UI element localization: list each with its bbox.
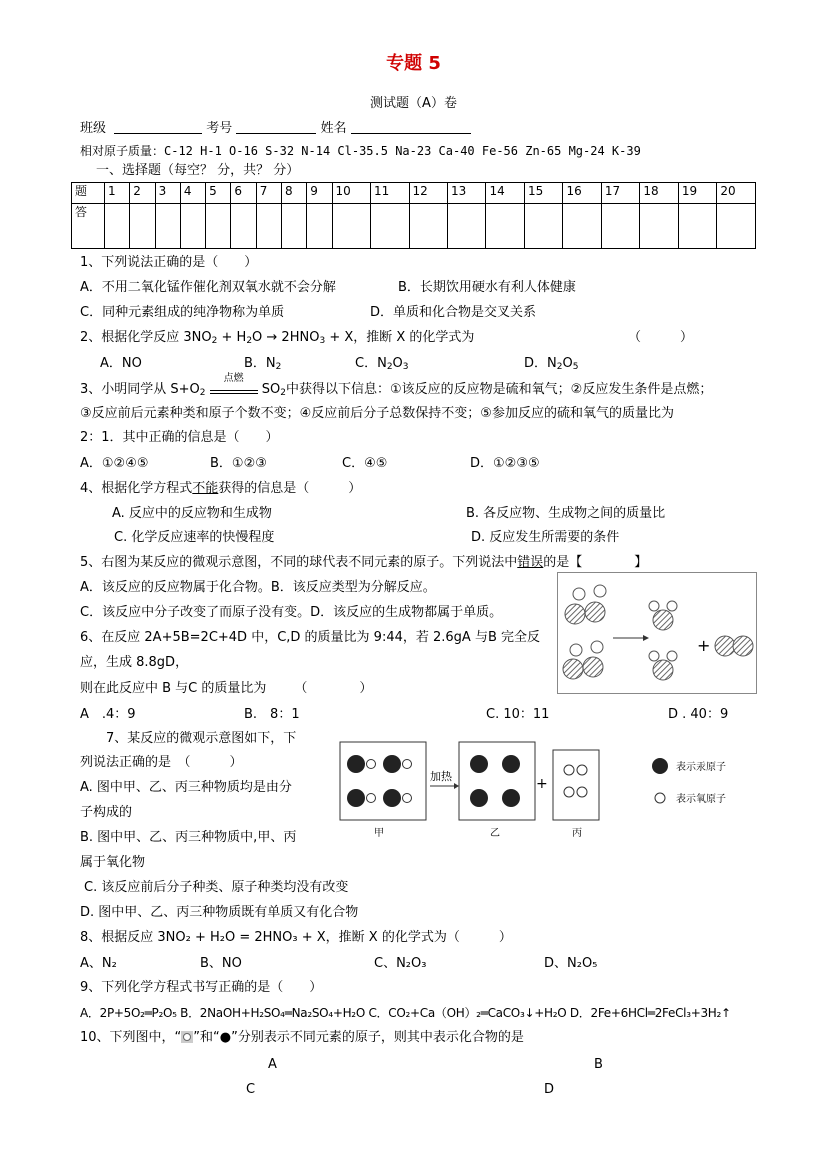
answer-cell[interactable] xyxy=(640,204,678,249)
q7-option-a-line2[interactable]: 子构成的 xyxy=(80,805,133,820)
q1-option-d[interactable]: D．单质和化合物是交叉关系 xyxy=(370,305,537,320)
q7-reaction-diagram xyxy=(338,740,758,840)
q2-option-c[interactable]: C．$N_2O_3$ xyxy=(355,356,409,372)
answer-cell[interactable] xyxy=(409,204,447,249)
q2-option-b[interactable]: B．$N_2$ xyxy=(244,356,282,372)
svg-text:丙: 丙 xyxy=(572,828,582,839)
answer-cell[interactable] xyxy=(678,204,716,249)
q8-option-d[interactable]: D、N₂O₅ xyxy=(544,956,598,971)
answer-cell[interactable] xyxy=(717,204,756,249)
atom-gray-icon xyxy=(181,1031,193,1043)
q10-option-d[interactable]: D xyxy=(544,1082,555,1097)
q7-option-d[interactable]: D. 图中甲、乙、丙三种物质既有单质又有化合物 xyxy=(80,905,359,920)
answer-cell[interactable] xyxy=(206,204,231,249)
question-number-cell: 11 xyxy=(371,183,409,204)
q1-option-b[interactable]: B．长期饮用硬水有利人体健康 xyxy=(398,280,576,295)
q3-line1: 3、小明同学从 $S+O_2$ 点燃 $SO_2$中获得以下信息：①该反应的反应物是硫和氧气；②反应发生条件是点燃； xyxy=(80,373,713,398)
student-info-row xyxy=(80,119,471,138)
q4-stem: 4、根据化学方程式不能获得的信息是（ ） xyxy=(80,481,362,496)
question-number-cell: 18 xyxy=(640,183,678,204)
q1-stem: 1、下列说法正确的是（ ） xyxy=(80,255,258,270)
question-number-cell: 9 xyxy=(307,183,332,204)
svg-text:加热: 加热 xyxy=(430,770,452,783)
question-number-cell: 16 xyxy=(563,183,601,204)
q3-line3: 2：1．其中正确的信息是（ ） xyxy=(80,430,279,445)
q6-option-a[interactable]: A .4：9 xyxy=(80,707,136,722)
q4-option-a[interactable]: A. 反应中的反应物和生成物 xyxy=(112,506,272,521)
q7-option-b-line2[interactable]: 属于氧化物 xyxy=(80,855,146,870)
question-number-cell: 15 xyxy=(524,183,562,204)
answer-cell[interactable] xyxy=(524,204,562,249)
question-number-cell: 13 xyxy=(447,183,485,204)
q10-stem: 10、下列图中，“ ”和“●”分别表示不同元素的原子，则其中表示化合物的是 xyxy=(80,1030,524,1045)
q4-option-d[interactable]: D. 反应发生所需要的条件 xyxy=(471,530,620,545)
answer-cell[interactable] xyxy=(332,204,370,249)
svg-text:表示氧原子: 表示氧原子 xyxy=(676,794,726,805)
q7-option-c[interactable]: C. 该反应前后分子种类、原子种类均没有改变 xyxy=(84,880,349,895)
q6-line1: 6、在反应 2A+5B=2C+4D 中，C,D 的质量比为 9:44，若 2.6gA 与B 完全反 xyxy=(80,630,541,645)
exam-no-label: 考号 xyxy=(206,121,233,136)
answer-cell[interactable] xyxy=(256,204,281,249)
q4-option-c[interactable]: C. 化学反应速率的快慢程度 xyxy=(114,530,275,545)
name-label: 姓名 xyxy=(320,121,347,136)
question-number-cell: 4 xyxy=(180,183,205,204)
q5-options-cd[interactable]: C．该反应中分子改变了而原子没有变。D．该反应的生成物都属于单质。 xyxy=(80,605,503,620)
question-number-cell: 20 xyxy=(717,183,756,204)
q2-stem: 2、根据化学反应 $3NO_2 + H_2O \to 2HNO_3 + X$，推断 X 的化学式为 xyxy=(80,330,475,346)
q2-option-a[interactable]: A．NO xyxy=(100,356,142,371)
answer-cell[interactable] xyxy=(180,204,205,249)
question-number-cell: 3 xyxy=(155,183,180,204)
q6-option-d[interactable]: D . 40：9 xyxy=(668,707,729,722)
answer-cell[interactable] xyxy=(486,204,524,249)
q1-option-a[interactable]: A．不用二氧化锰作催化剂双氧水就不会分解 xyxy=(80,280,336,295)
q3-option-c[interactable]: C．④⑤ xyxy=(342,456,388,471)
q10-option-c[interactable]: C xyxy=(246,1082,256,1097)
class-blank[interactable] xyxy=(114,119,202,134)
q7-option-a-line1[interactable]: A. 图中甲、乙、丙三种物质均是由分 xyxy=(80,780,292,795)
atomic-masses: 相对原子质量：C-12 H-1 O-16 S-32 N-14 Cl-35.5 Na-23 Ca-40 Fe-56 Zn-65 Mg-24 K-39 xyxy=(80,144,641,158)
q5-options-ab[interactable]: A．该反应的反应物属于化合物。B．该反应类型为分解反应。 xyxy=(80,580,436,595)
q3-line2: ③反应前后元素种类和原子个数不变；④反应前后分子总数保持不变；⑤参加反应的硫和氧气的质量比为 xyxy=(80,406,674,421)
answer-cell[interactable] xyxy=(155,204,180,249)
q3-option-b[interactable]: B．①②③ xyxy=(210,456,267,471)
question-number-cell: 1 xyxy=(105,183,130,204)
q6-line2: 应，生成 8.8gD， xyxy=(80,655,189,670)
q6-line3: 则在此反应中 B 与C 的质量比为 （ ） xyxy=(80,681,373,696)
answer-cell[interactable] xyxy=(563,204,601,249)
row-label-answer: 答 xyxy=(72,204,105,249)
answer-cell[interactable] xyxy=(447,204,485,249)
question-number-cell: 10 xyxy=(332,183,370,204)
q4-option-b[interactable]: B. 各反应物、生成物之间的质量比 xyxy=(466,506,666,521)
row-label-question: 题 xyxy=(72,183,105,204)
exam-no-blank[interactable] xyxy=(236,119,316,134)
answer-cell[interactable] xyxy=(307,204,332,249)
svg-text:+: + xyxy=(697,636,711,655)
q9-options[interactable]: A．2P+5O₂═P₂O₅ B．2NaOH+H₂SO₄═Na₂SO₄+H₂O C．CO₂+Ca（OH）₂═CaCO₃↓+H₂O D．2Fe+6HCl═2FeCl₃+3H₂↑ xyxy=(80,1006,731,1020)
svg-text:表示汞原子: 表示汞原子 xyxy=(676,762,726,773)
question-number-cell: 14 xyxy=(486,183,524,204)
question-number-cell: 5 xyxy=(206,183,231,204)
q6-option-c[interactable]: C. 10：11 xyxy=(486,707,550,722)
answer-cell[interactable] xyxy=(371,204,409,249)
svg-text:+: + xyxy=(536,776,548,792)
question-number-cell: 8 xyxy=(281,183,306,204)
q8-option-a[interactable]: A、N₂ xyxy=(80,956,117,971)
q2-answer-paren: （ ） xyxy=(628,330,694,345)
q10-option-a[interactable]: A xyxy=(268,1057,277,1072)
q10-option-b[interactable]: B xyxy=(594,1057,603,1072)
q3-option-d[interactable]: D．①②③⑤ xyxy=(470,456,540,471)
q8-option-b[interactable]: B、NO xyxy=(200,956,242,971)
svg-text:甲: 甲 xyxy=(374,828,384,839)
q7-line1: 7、某反应的微观示意图如下，下 xyxy=(106,731,297,746)
q5-reaction-diagram xyxy=(557,572,757,694)
q3-option-a[interactable]: A．①②④⑤ xyxy=(80,456,149,471)
q8-option-c[interactable]: C、N₂O₃ xyxy=(374,956,427,971)
question-number-cell: 6 xyxy=(231,183,256,204)
question-number-cell: 12 xyxy=(409,183,447,204)
answer-cell[interactable] xyxy=(231,204,256,249)
q2-option-d[interactable]: D．$N_2O_5$ xyxy=(524,356,579,372)
q1-option-c[interactable]: C．同种元素组成的纯净物称为单质 xyxy=(80,305,285,320)
question-number-cell: 7 xyxy=(256,183,281,204)
q6-option-b[interactable]: B. 8：1 xyxy=(244,707,300,722)
section-heading: 一、选择题（每空？ 分，共？ 分） xyxy=(96,163,300,178)
svg-text:乙: 乙 xyxy=(490,828,500,839)
q5-stem: 5、右图为某反应的微观示意图，不同的球代表不同元素的原子。下列说法中错误的是【 】 xyxy=(80,555,648,570)
name-blank[interactable] xyxy=(351,119,471,134)
question-number-cell: 19 xyxy=(678,183,716,204)
q8-stem: 8、根据反应 3NO₂ + H₂O = 2HNO₃ + X，推断 X 的化学式为（ ） xyxy=(80,930,512,945)
q7-option-b-line1[interactable]: B. 图中甲、乙、丙三种物质中,甲、丙 xyxy=(80,830,297,845)
question-number-cell: 17 xyxy=(601,183,639,204)
class-label: 班级 xyxy=(80,121,107,136)
answer-cell[interactable] xyxy=(105,204,130,249)
answer-cell[interactable] xyxy=(281,204,306,249)
q9-stem: 9、下列化学方程式书写正确的是（ ） xyxy=(80,980,323,995)
page-subtitle: 测试题（A）卷 xyxy=(370,96,457,111)
q7-line2: 列说法正确的是 （ ） xyxy=(80,755,243,770)
answer-table xyxy=(71,182,756,249)
question-number-cell: 2 xyxy=(130,183,155,204)
answer-cell[interactable] xyxy=(601,204,639,249)
answer-cell[interactable] xyxy=(130,204,155,249)
page-title: 专题 5 xyxy=(386,53,441,74)
